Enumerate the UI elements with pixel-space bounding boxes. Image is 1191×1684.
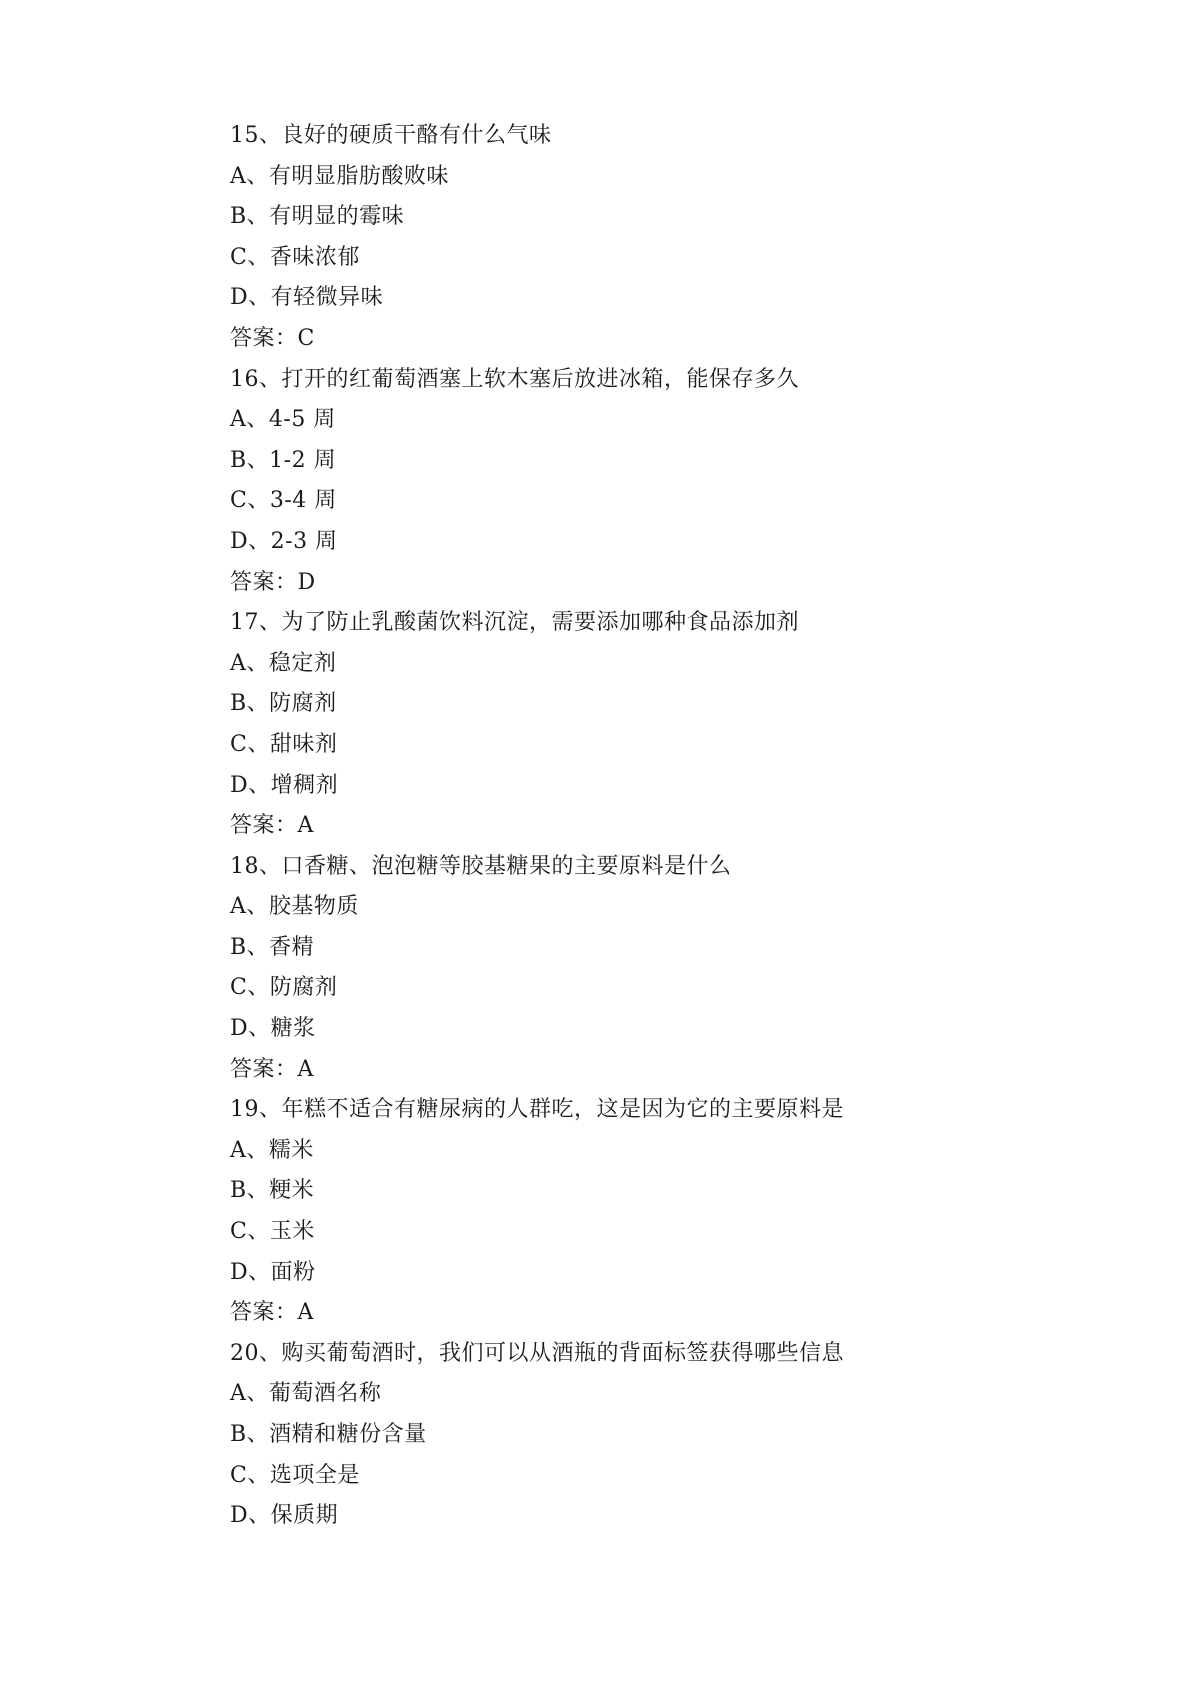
answer-text: 答案：A xyxy=(230,813,314,839)
question-text: 16、打开的红葡萄酒塞上软木塞后放进冰箱，能保存多久 xyxy=(230,366,799,392)
option-c: C、选项全是 xyxy=(230,1462,360,1488)
answer-text: 答案：D xyxy=(230,569,316,595)
question-block xyxy=(230,603,1030,847)
answer-text: 答案：A xyxy=(230,1056,314,1082)
option-b: B、粳米 xyxy=(230,1178,315,1204)
question-text: 17、为了防止乳酸菌饮料沉淀，需要添加哪种食品添加剂 xyxy=(230,610,799,636)
question-block xyxy=(230,847,1030,1091)
option-c: C、玉米 xyxy=(230,1219,315,1245)
question-text: 18、口香糖、泡泡糖等胶基糖果的主要原料是什么 xyxy=(230,853,732,879)
question-text: 19、年糕不适合有糖尿病的人群吃，这是因为它的主要原料是 xyxy=(230,1097,844,1123)
question-text: 15、良好的硬质干酪有什么气味 xyxy=(230,123,552,148)
option-c: C、3-4 周 xyxy=(230,488,337,514)
option-a: A、胶基物质 xyxy=(230,894,359,920)
option-c: C、香味浓郁 xyxy=(230,244,360,270)
option-c: C、防腐剂 xyxy=(230,975,338,1001)
option-b: B、酒精和糖份含量 xyxy=(230,1422,427,1447)
option-c: C、甜味剂 xyxy=(230,731,338,757)
option-a: A、4-5 周 xyxy=(230,407,336,433)
question-block xyxy=(230,116,1030,360)
question-text: 20、购买葡萄酒时，我们可以从酒瓶的背面标签获得哪些信息 xyxy=(230,1340,844,1366)
question-block xyxy=(230,1334,1030,1537)
option-d: D、面粉 xyxy=(230,1259,316,1285)
option-a: A、稳定剂 xyxy=(230,650,337,676)
option-d: D、2-3 周 xyxy=(230,528,338,554)
option-b: B、有明显的霉味 xyxy=(230,204,405,230)
option-d: D、保质期 xyxy=(230,1503,339,1529)
option-d: D、有轻微异味 xyxy=(230,285,384,311)
option-a: A、糯米 xyxy=(230,1137,314,1163)
option-b: B、1-2 周 xyxy=(230,447,337,473)
option-a: A、葡萄酒名称 xyxy=(230,1381,382,1407)
question-block xyxy=(230,1090,1030,1334)
option-a: A、有明显脂肪酸败味 xyxy=(230,163,449,189)
question-block xyxy=(230,360,1030,604)
question-list xyxy=(230,116,1030,1537)
option-b: B、防腐剂 xyxy=(230,691,337,717)
option-d: D、糖浆 xyxy=(230,1016,316,1042)
answer-text: 答案：A xyxy=(230,1300,314,1326)
option-d: D、增稠剂 xyxy=(230,772,339,798)
answer-text: 答案：C xyxy=(230,325,315,351)
option-b: B、香精 xyxy=(230,934,315,960)
